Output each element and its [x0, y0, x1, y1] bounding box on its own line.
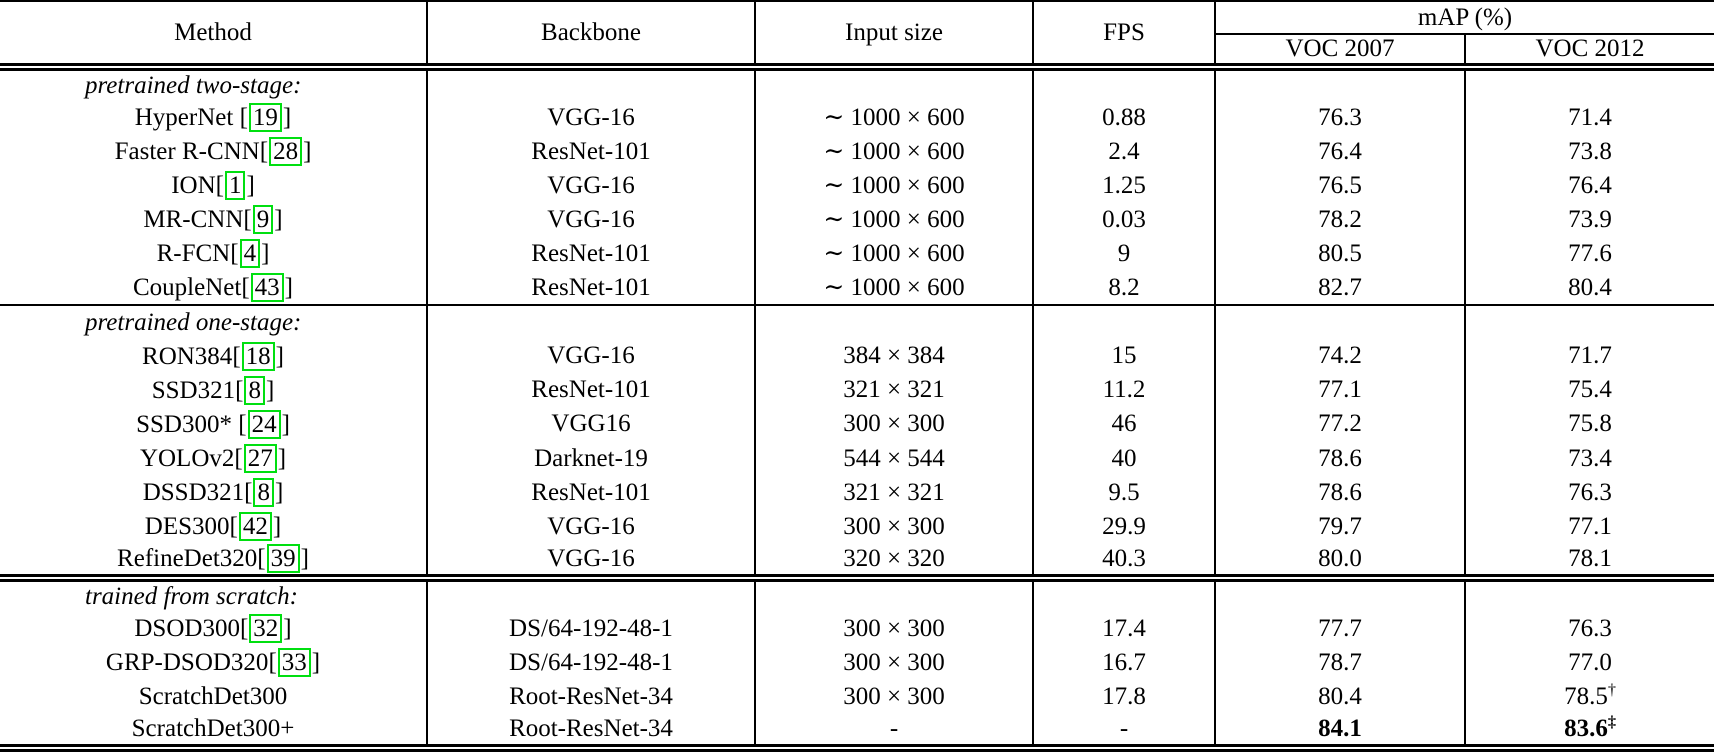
method-name: DES300 [144, 512, 230, 540]
fps-cell: 9.5 [1033, 475, 1215, 509]
section-label-row [0, 578, 1714, 612]
section-0 [0, 67, 1714, 306]
citation-link[interactable]: 4 [240, 239, 261, 268]
voc2012-cell: 76.3 [1465, 475, 1714, 509]
empty-cell [755, 67, 1033, 101]
table-row [0, 203, 1714, 237]
citation-link[interactable]: 43 [251, 273, 284, 302]
table-row [0, 475, 1714, 509]
method-name: ScratchDet300 [138, 683, 288, 711]
method-cell: ION[ 1 ] [171, 172, 255, 200]
fps-cell: 16.7 [1033, 646, 1215, 680]
citation-link[interactable]: 42 [239, 512, 272, 541]
input-size-cell: 300 × 300 [755, 612, 1033, 646]
backbone-cell: Root-ResNet-34 [427, 714, 755, 748]
fps-cell: 15 [1033, 339, 1215, 373]
method-cell [0, 714, 427, 748]
citation-link[interactable]: 8 [253, 478, 274, 507]
table-row [0, 237, 1714, 271]
voc2007-cell: 74.2 [1215, 339, 1465, 373]
fps-cell: 11.2 [1033, 373, 1215, 407]
section-1 [0, 305, 1714, 578]
section-label: trained from scratch: [85, 582, 298, 610]
method-name: RON384 [142, 342, 233, 370]
col-header-fps: FPS [1033, 1, 1215, 67]
voc2007-cell: 77.7 [1215, 612, 1465, 646]
backbone-cell: VGG-16 [427, 509, 755, 543]
method-name: GRP-DSOD320 [105, 649, 269, 677]
voc2012-cell: 77.6 [1465, 237, 1714, 271]
method-name: ION [171, 172, 216, 200]
empty-cell [1465, 578, 1714, 612]
backbone-cell: ResNet-101 [427, 135, 755, 169]
input-size-cell: ∼ 1000 × 600 [755, 169, 1033, 203]
method-cell [0, 680, 427, 714]
backbone-cell: VGG-16 [427, 543, 755, 577]
voc2007-cell: 77.1 [1215, 373, 1465, 407]
table-row [0, 441, 1714, 475]
method-cell: DSSD321[ 8 ] [142, 478, 284, 506]
voc2012-cell: 73.8 [1465, 135, 1714, 169]
fps-cell: 40.3 [1033, 543, 1215, 577]
input-size-cell: ∼ 1000 × 600 [755, 271, 1033, 305]
voc2007-cell: 76.3 [1215, 101, 1465, 135]
voc2007-cell: 80.5 [1215, 237, 1465, 271]
input-size-cell: 544 × 544 [755, 441, 1033, 475]
section-2 [0, 578, 1714, 748]
citation-link[interactable]: 28 [269, 137, 302, 166]
method-name: CoupleNet [133, 273, 242, 301]
empty-cell [755, 305, 1033, 339]
method-cell: CoupleNet[ 43 ] [133, 273, 293, 301]
empty-cell [1465, 305, 1714, 339]
section-label-row [0, 305, 1714, 339]
voc2007-cell: 80.4 [1215, 680, 1465, 714]
empty-cell [427, 67, 755, 101]
table-header [0, 1, 1714, 67]
voc2012-cell: 71.7 [1465, 339, 1714, 373]
fps-cell: 1.25 [1033, 169, 1215, 203]
input-size-cell: 384 × 384 [755, 339, 1033, 373]
method-name: Faster R-CNN [114, 138, 260, 166]
method-name: RefineDet320 [117, 545, 258, 573]
col-header-backbone: Backbone [427, 1, 755, 67]
empty-cell [1465, 67, 1714, 101]
fps-cell: 17.8 [1033, 680, 1215, 714]
voc2012-cell: 71.4 [1465, 101, 1714, 135]
voc2007-cell: 76.4 [1215, 135, 1465, 169]
empty-cell [1033, 578, 1215, 612]
voc2012-cell: 78.5† [1465, 680, 1714, 714]
backbone-cell: DS/64-192-48-1 [427, 612, 755, 646]
voc2007-cell: 78.2 [1215, 203, 1465, 237]
table-row [0, 373, 1714, 407]
empty-cell [427, 305, 755, 339]
method-name: SSD321 [151, 376, 236, 404]
method-name: DSSD321 [142, 478, 245, 506]
col-header-map: mAP (%) [1215, 1, 1714, 34]
voc2012-cell: 80.4 [1465, 271, 1714, 305]
table-row [0, 271, 1714, 305]
method-cell: RON384[ 18 ] [142, 342, 284, 370]
fps-cell: 40 [1033, 441, 1215, 475]
voc2012-cell: 77.1 [1465, 509, 1714, 543]
method-cell: RefineDet320[ 39 ] [117, 545, 309, 573]
section-label-row [0, 67, 1714, 101]
voc2007-cell: 80.0 [1215, 543, 1465, 577]
method-name: ScratchDet300+ [131, 715, 295, 743]
empty-cell [1033, 67, 1215, 101]
col-header-method: Method [174, 18, 252, 46]
backbone-cell: DS/64-192-48-1 [427, 646, 755, 680]
voc2007-cell: 79.7 [1215, 509, 1465, 543]
table-row [0, 543, 1714, 577]
section-label: pretrained one-stage: [85, 308, 302, 336]
voc2007-cell: 77.2 [1215, 407, 1465, 441]
method-cell: Faster R-CNN[ 28 ] [114, 138, 312, 166]
input-size-cell: 320 × 320 [755, 543, 1033, 577]
citation-link[interactable]: 8 [244, 376, 265, 405]
backbone-cell: VGG-16 [427, 339, 755, 373]
fps-cell: 29.9 [1033, 509, 1215, 543]
citation-link[interactable]: 19 [249, 103, 282, 132]
method-cell: HyperNet [ 19 ] [134, 104, 292, 132]
voc2007-cell: 78.6 [1215, 475, 1465, 509]
empty-cell [427, 578, 755, 612]
citation-link[interactable]: 18 [242, 342, 275, 371]
table-row [0, 407, 1714, 441]
method-cell: YOLOv2[ 27 ] [139, 444, 287, 472]
section-label: pretrained two-stage: [85, 71, 302, 99]
input-size-cell: 300 × 300 [755, 509, 1033, 543]
method-name: HyperNet [134, 104, 240, 132]
method-name: R-FCN [156, 240, 231, 268]
backbone-cell: ResNet-101 [427, 475, 755, 509]
voc2007-cell: 84.1 [1215, 714, 1465, 748]
table-row [0, 101, 1714, 135]
fps-cell: - [1033, 714, 1215, 748]
table-row [0, 680, 1714, 714]
fps-cell: 9 [1033, 237, 1215, 271]
voc2012-cell: 75.8 [1465, 407, 1714, 441]
method-name: YOLOv2 [139, 444, 235, 472]
backbone-cell: VGG-16 [427, 203, 755, 237]
empty-cell [1215, 305, 1465, 339]
citation-link[interactable]: 27 [244, 444, 277, 473]
input-size-cell: 321 × 321 [755, 475, 1033, 509]
method-cell: GRP-DSOD320[ 33 ] [105, 649, 321, 677]
input-size-cell: - [755, 714, 1033, 748]
col-header-voc2007: VOC 2007 [1215, 34, 1465, 67]
empty-cell [755, 578, 1033, 612]
backbone-cell: ResNet-101 [427, 237, 755, 271]
footnote-marker: † [1607, 680, 1616, 699]
voc2012-cell: 77.0 [1465, 646, 1714, 680]
input-size-cell: ∼ 1000 × 600 [755, 101, 1033, 135]
voc2012-cell: 73.4 [1465, 441, 1714, 475]
fps-cell: 8.2 [1033, 271, 1215, 305]
input-size-cell: 300 × 300 [755, 646, 1033, 680]
fps-cell: 17.4 [1033, 612, 1215, 646]
citation-link[interactable]: 1 [225, 171, 246, 200]
table-row [0, 509, 1714, 543]
citation-link[interactable]: 39 [267, 544, 300, 573]
method-cell: MR-CNN[ 9 ] [143, 206, 283, 234]
voc2012-cell: 76.3 [1465, 612, 1714, 646]
method-name: SSD300* [136, 410, 239, 438]
empty-cell [1215, 578, 1465, 612]
method-cell: R-FCN[ 4 ] [156, 240, 270, 268]
fps-cell: 0.03 [1033, 203, 1215, 237]
voc2007-cell: 76.5 [1215, 169, 1465, 203]
footnote-marker: ‡ [1607, 713, 1616, 731]
citation-link[interactable]: 24 [248, 410, 281, 439]
table-row [0, 612, 1714, 646]
citation-link[interactable]: 9 [253, 205, 274, 234]
table-row [0, 646, 1714, 680]
voc2012-cell: 83.6‡ [1465, 714, 1714, 748]
voc2007-cell: 78.6 [1215, 441, 1465, 475]
voc2007-cell: 78.7 [1215, 646, 1465, 680]
input-size-cell: ∼ 1000 × 600 [755, 135, 1033, 169]
table-row [0, 169, 1714, 203]
fps-cell: 2.4 [1033, 135, 1215, 169]
input-size-cell: 300 × 300 [755, 407, 1033, 441]
fps-cell: 46 [1033, 407, 1215, 441]
backbone-cell: VGG-16 [427, 169, 755, 203]
empty-cell [1215, 67, 1465, 101]
citation-link[interactable]: 33 [278, 648, 311, 677]
input-size-cell: 321 × 321 [755, 373, 1033, 407]
method-cell: DSOD300[ 32 ] [134, 615, 292, 643]
method-cell: SSD321[ 8 ] [151, 376, 275, 404]
backbone-cell: Root-ResNet-34 [427, 680, 755, 714]
table-row [0, 339, 1714, 373]
input-size-cell: ∼ 1000 × 600 [755, 203, 1033, 237]
backbone-cell: ResNet-101 [427, 271, 755, 305]
col-header-input-size: Input size [755, 1, 1033, 67]
voc2012-cell: 78.1 [1465, 543, 1714, 577]
fps-cell: 0.88 [1033, 101, 1215, 135]
backbone-cell: VGG16 [427, 407, 755, 441]
method-name: DSOD300 [134, 615, 240, 643]
input-size-cell: ∼ 1000 × 600 [755, 237, 1033, 271]
table-row [0, 714, 1714, 748]
method-name: MR-CNN [143, 206, 244, 234]
voc2012-cell: 73.9 [1465, 203, 1714, 237]
input-size-cell: 300 × 300 [755, 680, 1033, 714]
table-row [0, 135, 1714, 169]
citation-link[interactable]: 32 [249, 614, 282, 643]
empty-cell [1033, 305, 1215, 339]
method-cell: DES300[ 42 ] [144, 512, 282, 540]
backbone-cell: Darknet-19 [427, 441, 755, 475]
col-header-voc2012: VOC 2012 [1465, 34, 1714, 67]
voc2007-cell: 82.7 [1215, 271, 1465, 305]
voc2012-cell: 76.4 [1465, 169, 1714, 203]
voc2012-cell: 75.4 [1465, 373, 1714, 407]
method-cell: SSD300* [ 24 ] [136, 410, 290, 438]
backbone-cell: VGG-16 [427, 101, 755, 135]
backbone-cell: ResNet-101 [427, 373, 755, 407]
